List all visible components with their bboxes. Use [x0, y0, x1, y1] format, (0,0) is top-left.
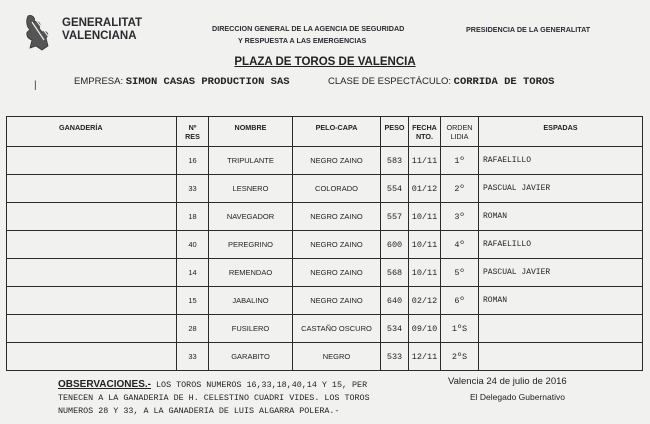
cell-nres: 28 — [177, 315, 209, 343]
table-row — [7, 287, 643, 315]
table-row — [7, 315, 643, 343]
cell-pelo: NEGRO ZAINO — [293, 231, 381, 259]
cell-orden: 2ºS — [441, 343, 479, 371]
cell-nombre: REMENDAO — [209, 259, 293, 287]
presidency-label: PRESIDENCIA DE LA GENERALITAT — [466, 25, 591, 34]
cell-fecha: 10/11 — [409, 259, 441, 287]
cell-pelo: NEGRO — [293, 343, 381, 371]
document-title: PLAZA DE TOROS DE VALENCIA — [234, 56, 416, 68]
cell-orden: 6º — [441, 287, 479, 315]
cell-nres: 33 — [177, 175, 209, 203]
table-row — [7, 343, 643, 371]
header-pelo-capa: PELO-CAPA — [293, 117, 381, 147]
header-fecha — [409, 117, 441, 147]
header-orden — [441, 117, 479, 147]
header-nombre: NOMBRE — [209, 117, 293, 147]
cell-pelo: COLORADO — [293, 175, 381, 203]
bulls-table — [6, 116, 643, 371]
cell-espada — [479, 315, 643, 343]
header-nres-2: RES — [185, 132, 200, 141]
header-orden-1: ORDEN — [446, 123, 473, 132]
observaciones-text-2: TENECEN A LA GANADERIA DE H. CELESTINO CUADRI VIDES. LOS TOROS — [58, 393, 370, 403]
cell-espada: PASCUAL JAVIER — [479, 175, 643, 203]
observaciones-line-1 — [58, 378, 418, 392]
cell-ganaderia — [7, 259, 177, 287]
header-peso: PESO — [381, 117, 409, 147]
place-date: Valencia 24 de julio de 2016 — [448, 376, 567, 387]
cell-peso: 534 — [381, 315, 409, 343]
header-nres-1: Nº — [188, 123, 197, 132]
cell-peso: 640 — [381, 287, 409, 315]
table-row — [7, 175, 643, 203]
header-fecha-2: NTO. — [415, 132, 434, 141]
cell-peso: 600 — [381, 231, 409, 259]
cell-pelo: NEGRO ZAINO — [293, 203, 381, 231]
cell-nres: 15 — [177, 287, 209, 315]
header-orden-2: LIDIA — [450, 132, 469, 141]
cell-nombre: PEREGRINO — [209, 231, 293, 259]
cell-peso: 583 — [381, 147, 409, 175]
table-row — [7, 231, 643, 259]
cell-fecha: 09/10 — [409, 315, 441, 343]
empresa-value: SIMON CASAS PRODUCTION SAS — [125, 76, 290, 88]
organization-name — [62, 17, 142, 43]
cell-nombre: FUSILERO — [209, 315, 293, 343]
agency-name — [212, 23, 472, 47]
cell-orden: 5º — [441, 259, 479, 287]
cell-espada — [479, 343, 643, 371]
cell-nres: 16 — [177, 147, 209, 175]
generalitat-logo-icon — [22, 12, 56, 52]
cell-nres: 33 — [177, 343, 209, 371]
clase-label: CLASE DE ESPECTÁCULO: — [328, 76, 452, 87]
cell-pelo: NEGRO ZAINO — [293, 259, 381, 287]
cell-nombre: LESNERO — [209, 175, 293, 203]
table-header-row — [7, 117, 643, 147]
cell-nombre: TRIPULANTE — [209, 147, 293, 175]
cell-nres: 40 — [177, 231, 209, 259]
header-fecha-1: FECHA — [412, 123, 437, 132]
cell-orden: 3º — [441, 203, 479, 231]
table-row — [7, 259, 643, 287]
cell-orden: 1º — [441, 147, 479, 175]
cell-fecha: 10/11 — [409, 231, 441, 259]
cell-peso: 557 — [381, 203, 409, 231]
cell-ganaderia — [7, 231, 177, 259]
cell-pelo: NEGRO ZAINO — [293, 287, 381, 315]
cell-ganaderia — [7, 343, 177, 371]
cell-peso: 554 — [381, 175, 409, 203]
cell-orden: 4º — [441, 231, 479, 259]
cell-pelo: NEGRO ZAINO — [293, 147, 381, 175]
empresa-field — [74, 76, 290, 88]
cell-fecha: 12/11 — [409, 343, 441, 371]
clase-espectaculo-field — [328, 76, 554, 88]
clase-value: CORRIDA DE TOROS — [453, 76, 555, 88]
agency-line-2: Y RESPUESTA A LAS EMERGENCIAS — [238, 36, 367, 45]
cell-fecha: 11/11 — [409, 147, 441, 175]
table-row — [7, 203, 643, 231]
cell-peso: 568 — [381, 259, 409, 287]
observaciones-block — [58, 378, 418, 418]
header-espadas: ESPADAS — [479, 117, 643, 147]
cell-peso: 533 — [381, 343, 409, 371]
org-line-2: VALENCIANA — [62, 30, 137, 42]
cell-fecha: 10/11 — [409, 203, 441, 231]
cell-espada: RAFAELILLO — [479, 231, 643, 259]
cell-nres: 14 — [177, 259, 209, 287]
org-line-1: GENERALITAT — [62, 17, 143, 29]
cell-nombre: GARABITO — [209, 343, 293, 371]
cell-nombre: JABALINO — [209, 287, 293, 315]
header-nres — [177, 117, 209, 147]
cell-orden: 1ºS — [441, 315, 479, 343]
cell-espada: ROMAN — [479, 287, 643, 315]
cell-nombre: NAVEGADOR — [209, 203, 293, 231]
observaciones-text-1: LOS TOROS NUMEROS 16,33,18,40,14 Y 15, PER — [156, 380, 368, 390]
cell-fecha: 02/12 — [409, 287, 441, 315]
header-ganaderia: GANADERÍA — [7, 117, 177, 147]
cell-ganaderia — [7, 287, 177, 315]
cell-ganaderia — [7, 147, 177, 175]
agency-line-1: DIRECCION GENERAL DE LA AGENCIA DE SEGURIDAD — [212, 24, 405, 33]
cell-espada: ROMAN — [479, 203, 643, 231]
cell-ganaderia — [7, 315, 177, 343]
cell-ganaderia — [7, 203, 177, 231]
signatory-title: El Delegado Gubernativo — [470, 392, 565, 402]
cell-ganaderia — [7, 175, 177, 203]
margin-mark: | — [34, 80, 37, 91]
cell-orden: 2º — [441, 175, 479, 203]
cell-espada: RAFAELILLO — [479, 147, 643, 175]
observaciones-text-3: NUMEROS 28 Y 33, A LA GANADERIA DE LUIS ALGARRA POLERA.- — [58, 406, 340, 416]
table-row — [7, 147, 643, 175]
observaciones-label: OBSERVACIONES.- — [58, 379, 151, 390]
cell-pelo: CASTAÑO OSCURO — [293, 315, 381, 343]
empresa-label: EMPRESA: — [74, 76, 124, 87]
cell-fecha: 01/12 — [409, 175, 441, 203]
cell-espada: PASCUAL JAVIER — [479, 259, 643, 287]
cell-nres: 18 — [177, 203, 209, 231]
